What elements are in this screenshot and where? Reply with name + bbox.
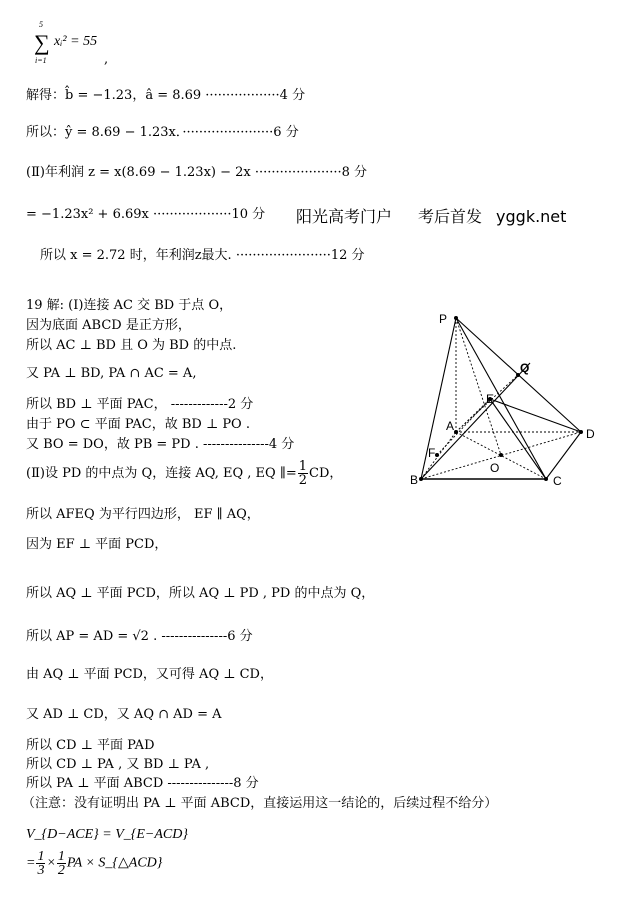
line-ap-eq-ad: 所以 AP = AD = √2 . ---------------6 分 <box>26 629 253 644</box>
part2-text: (Ⅱ)设 PD 的中点为 Q，连接 AQ, EQ , EQ ∥= <box>26 466 297 481</box>
half2-numerator: 1 <box>57 849 65 864</box>
half-numerator: 1 <box>298 459 308 474</box>
line-pa-perp-plane: 所以 PA ⊥ 平面 ABCD ---------------8 分 <box>26 776 259 791</box>
watermark-site-name: 阳光高考门户 <box>296 207 393 226</box>
label-f: F <box>428 446 436 460</box>
vol-rest: PA × S_{△ACD} <box>66 855 163 871</box>
label-d: D <box>586 427 595 441</box>
line-profit-max: 所以 x = 2.72 时，年利润z最大. ·······················12 分 <box>40 248 365 263</box>
line-parallelogram: 所以 AFEQ 为平行四边形， EF ∥ AQ， <box>26 507 260 522</box>
line-regression: 所以：ŷ = 8.69 − 1.23x．······················6 分 <box>26 125 299 140</box>
point-o <box>499 453 503 457</box>
line-aq-perp-plane: 所以 AQ ⊥ 平面 PCD，所以 AQ ⊥ PD , PD 的中点为 Q， <box>26 586 375 601</box>
line-cd-perp-plane: 所以 CD ⊥ 平面 PAD <box>26 738 155 753</box>
point-d <box>579 430 583 434</box>
line-ac-perp-bd: 所以 AC ⊥ BD 且 O 为 BD 的中点. <box>26 338 237 353</box>
line-part2-midpoint <box>26 460 342 487</box>
sum-body: xᵢ² = 55 <box>54 34 98 49</box>
line-pb-eq-pd: 又 BO = DO，故 PB = PD . ---------------4 分 <box>26 437 295 452</box>
point-b <box>419 477 423 481</box>
watermark-slogan: 考后首发 <box>418 207 483 226</box>
third-denominator: 3 <box>37 863 45 878</box>
half-fraction <box>298 460 308 487</box>
line-cd-perp-pa: 所以 CD ⊥ PA , 又 BD ⊥ PA , <box>26 757 210 772</box>
line-bd-perp-po: 由于 PO ⊂ 平面 PAC，故 BD ⊥ PO . <box>26 417 250 432</box>
watermark-url: yggk.net <box>496 207 567 226</box>
vol-times: × <box>46 855 56 871</box>
sigma-symbol: ∑ <box>34 30 50 55</box>
half-denominator: 2 <box>298 473 308 488</box>
edge-cd <box>546 432 581 479</box>
point-p <box>454 316 458 320</box>
label-o: O <box>490 461 500 475</box>
line-solve-b-a: 解得：b̂ = −1.23，â = 8.69 ··················4 分 <box>26 88 306 103</box>
part2-text-end: CD， <box>309 466 343 481</box>
point-a <box>454 430 458 434</box>
label-e: E <box>486 392 495 406</box>
line-bd-perp-plane: 所以 BD ⊥ 平面 PAC， -------------2 分 <box>26 397 254 412</box>
line-profit-expand: = −1.23x² + 6.69x ···················10 分 <box>26 207 266 222</box>
point-f <box>435 453 439 457</box>
half2-fraction <box>57 850 66 877</box>
sum-comma: , <box>104 52 109 67</box>
line-volume-eq: V_{D−ACE} = V_{E−ACD} <box>26 827 188 842</box>
line-ae <box>456 399 490 432</box>
vol-equals: = <box>26 855 36 871</box>
line-square-base: 因为底面 ABCD 是正方形， <box>26 318 191 333</box>
line-profit-def: (Ⅱ)年利润 z = x(8.69 − 1.23x) − 2x ·····················8 分 <box>26 165 368 180</box>
line-note: （注意：没有证明出 PA ⊥ 平面 ABCD，直接运用这一结论的，后续过程不给分） <box>22 796 498 811</box>
line-q19-start: 19 解: (Ⅰ)连接 AC 交 BD 于点 O， <box>26 298 233 313</box>
third-fraction <box>36 850 45 877</box>
line-ed <box>490 399 581 432</box>
half2-denominator: 2 <box>57 863 65 878</box>
line-volume-formula <box>26 850 162 877</box>
line-pa-perp-bd: 又 PA ⊥ BD, PA ∩ AC = A, <box>26 366 197 381</box>
label-q: Q <box>520 361 530 375</box>
label-a: A <box>446 419 455 433</box>
line-ef-perp-plane: 因为 EF ⊥ 平面 PCD， <box>26 537 168 552</box>
label-b: B <box>410 473 419 487</box>
sum-lower-limit: i=1 <box>35 56 47 65</box>
pyramid-figure <box>400 300 605 500</box>
label-p: P <box>439 312 448 326</box>
line-aq-perp-cd: 由 AQ ⊥ 平面 PCD，又可得 AQ ⊥ CD， <box>26 667 273 682</box>
point-c <box>544 477 548 481</box>
watermark <box>296 204 566 227</box>
sum-upper-limit: 5 <box>39 20 43 29</box>
label-c: C <box>553 474 562 488</box>
line-ad-perp-cd: 又 AD ⊥ CD，又 AQ ∩ AD = A <box>26 707 222 722</box>
third-numerator: 1 <box>37 849 45 864</box>
